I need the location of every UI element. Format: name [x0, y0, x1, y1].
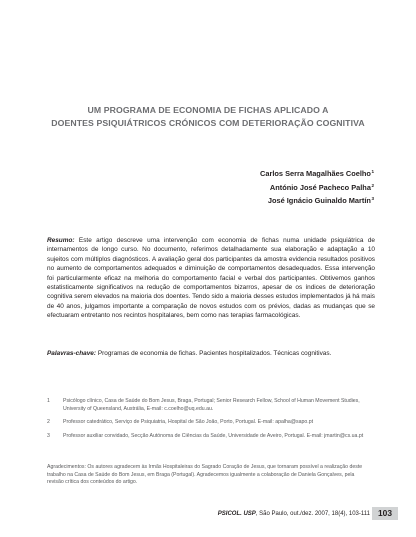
footnote-number: 3	[47, 432, 50, 439]
footnote-number: 1	[47, 398, 50, 404]
abstract	[47, 236, 375, 321]
footnote	[47, 433, 365, 441]
author-notes	[47, 398, 365, 446]
footnote	[47, 398, 365, 413]
author-footnote-marker: 1	[371, 169, 374, 174]
article-title	[0, 104, 416, 130]
footer-citation	[218, 510, 370, 518]
page-number: 103	[372, 507, 398, 520]
footnote-text: Psicólogo clínico, Casa de Saúde do Bom Jesus, Braga, Portugal; Senior Research Fellow, School of Human Movement Studies, University of Queensland, Austrália, E-mail: c.coelho@uq.edu.au.	[63, 398, 360, 412]
journal-name: PSICOL. USP	[217, 511, 256, 517]
acknowledgements: Agradecimentos: Os autores agradecem às Irmãs Hospitaleiras do Sagrado Coração de Jesus, que tornaram possível a realização deste trabalho na Casa de Saúde do Bom Jesus, em Braga (Portugal). Agradecemos igualmente a colaboração de Daniela Gonçalves, pela revisão crítica dos conteúdos do artigo.	[47, 464, 363, 486]
abstract-text: Este artigo descreve uma intervenção com economia de fichas numa unidade psiquiátrica de internamentos de longo curso. No documento, referimos detalhadamente sua elaboração e adaptação a 10 sujeitos com múltiplos diagnósticos. A avaliação geral dos participantes da amostra evidencia resultados positivos no aumento de comportamentos adequados e diminuição de comportamentos desadequados. Essa intervenção foi particularmente eficaz na melhoria do comportamento facial e verbal dos participantes. Obtivemos ganhos estatisticamente significativos na redução de comportamentos bizarros, apesar de os índices de deterioração cognitiva serem elevados na maioria dos doentes. Tendo sido a maioria desses estudos implementados já há mais de 40 anos, julgamos importante a comparação de novos estudos com os prévios, dadas as mudanças que se efectuaram entretanto nos recintos hospitalares, bem como nas terapias farmacológicas.	[47, 237, 375, 320]
footnote-text: Professor auxiliar convidado, Secção Autónoma de Ciências da Saúde, Universidade de Aveiro, Portugal. E-mail: jmartin@cs.ua.pt	[63, 432, 364, 439]
author-list	[260, 166, 374, 207]
article-title-line-2: DOENTES PSIQUIÁTRICOS CRÓNICOS COM DETERIORAÇÃO COGNITIVA	[51, 118, 365, 128]
citation-details: , São Paulo, out./dez. 2007, 18(4), 103-111	[255, 511, 370, 517]
author-name	[260, 166, 374, 180]
footnote	[47, 419, 365, 427]
author-name-text: António José Pacheco Palha	[269, 182, 371, 192]
author-footnote-marker: 2	[371, 182, 374, 188]
footnote-text: Professor catedrático, Serviço de Psiquiatria, Hospital de São João, Porto, Portugal. E-mail: apalha@sapo.pt	[63, 419, 314, 426]
author-footnote-marker: 3	[371, 196, 374, 202]
author-name-text: Carlos Serra Magalhães Coelho	[260, 169, 371, 178]
abstract-label: Resumo:	[47, 237, 75, 244]
author-name	[260, 180, 374, 194]
keywords	[47, 349, 375, 358]
page-footer	[0, 507, 416, 521]
author-name	[260, 193, 374, 207]
keywords-text: Programas de economia de fichas. Pacientes hospitalizados. Técnicas cognitivas.	[97, 350, 332, 357]
keywords-label: Palavras-chave:	[47, 350, 97, 357]
author-name-text: José Ignácio Guinaldo Martín	[267, 196, 371, 206]
footnote-number: 2	[47, 419, 50, 426]
article-title-line-1: UM PROGRAMA DE ECONOMIA DE FICHAS APLICADO A	[87, 105, 329, 115]
